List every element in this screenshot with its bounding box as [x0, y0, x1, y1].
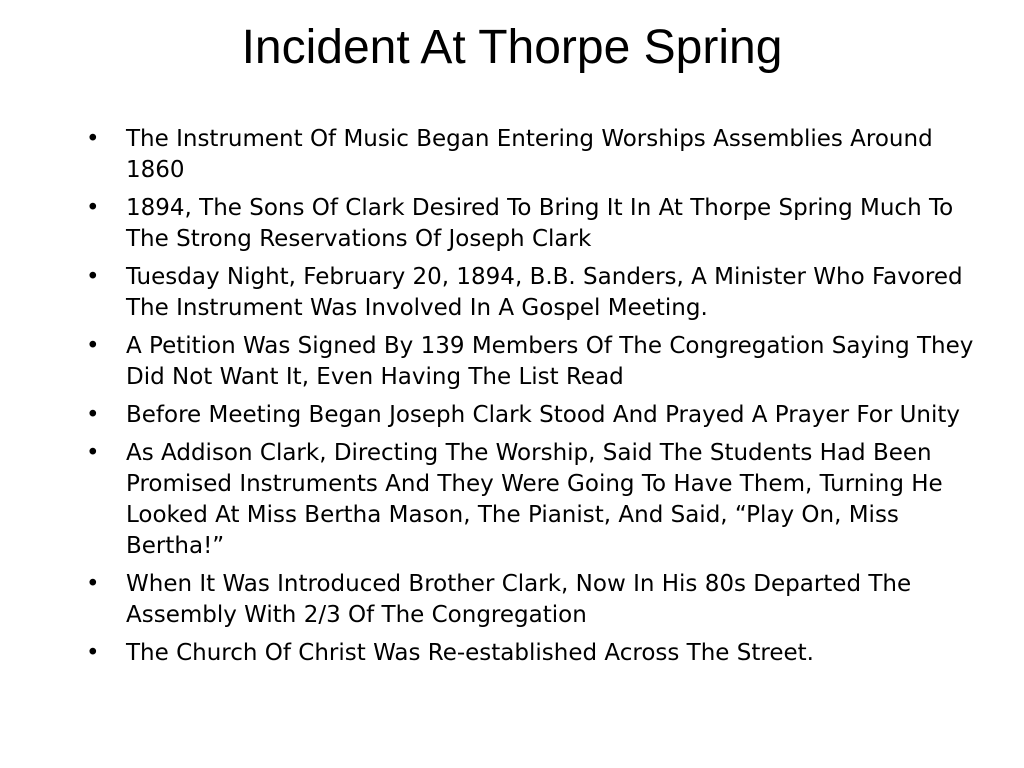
bullet-icon: •: [86, 440, 100, 466]
bullet-icon: •: [86, 571, 100, 597]
bullet-icon: •: [86, 126, 100, 152]
bullet-text: Tuesday Night, February 20, 1894, B.B. Sanders, A Minister Who Favored The Instrument Was Involved In A Gospel Meeting.: [126, 264, 963, 321]
bullet-icon: •: [86, 402, 100, 428]
bullet-item: [84, 193, 984, 255]
bullet-item: [84, 638, 984, 669]
bullet-text: The Instrument Of Music Began Entering Worships Assemblies Around 1860: [126, 126, 933, 183]
bullet-icon: •: [86, 640, 100, 666]
bullet-item: [84, 124, 984, 186]
bullet-item: [84, 400, 984, 431]
bullet-item: [84, 262, 984, 324]
bullet-text: The Church Of Christ Was Re-established Across The Street.: [126, 640, 814, 666]
bullet-text: Before Meeting Began Joseph Clark Stood And Prayed A Prayer For Unity: [126, 402, 961, 428]
bullet-item: [84, 331, 984, 393]
bullet-text: 1894, The Sons Of Clark Desired To Bring It In At Thorpe Spring Much To The Strong Reservations Of Joseph Clark: [126, 195, 954, 252]
bullet-text: As Addison Clark, Directing The Worship, Said The Students Had Been Promised Instruments And They Were Going To Have Them, Turning He Looked At Miss Bertha Mason, The Pianist, And Said, “Play On, Miss Bertha!”: [126, 440, 943, 559]
bullet-icon: •: [86, 333, 100, 359]
bullet-text: A Petition Was Signed By 139 Members Of The Congregation Saying They Did Not Want It, Even Having The List Read: [126, 333, 974, 390]
bullet-text: When It Was Introduced Brother Clark, Now In His 80s Departed The Assembly With 2/3 Of The Congregation: [126, 571, 912, 628]
bullet-icon: •: [86, 264, 100, 290]
bullet-list: [84, 124, 984, 676]
bullet-item: [84, 438, 984, 562]
slide-title: Incident At Thorpe Spring: [241, 21, 783, 74]
bullet-icon: •: [86, 195, 100, 221]
bullet-item: [84, 569, 984, 631]
